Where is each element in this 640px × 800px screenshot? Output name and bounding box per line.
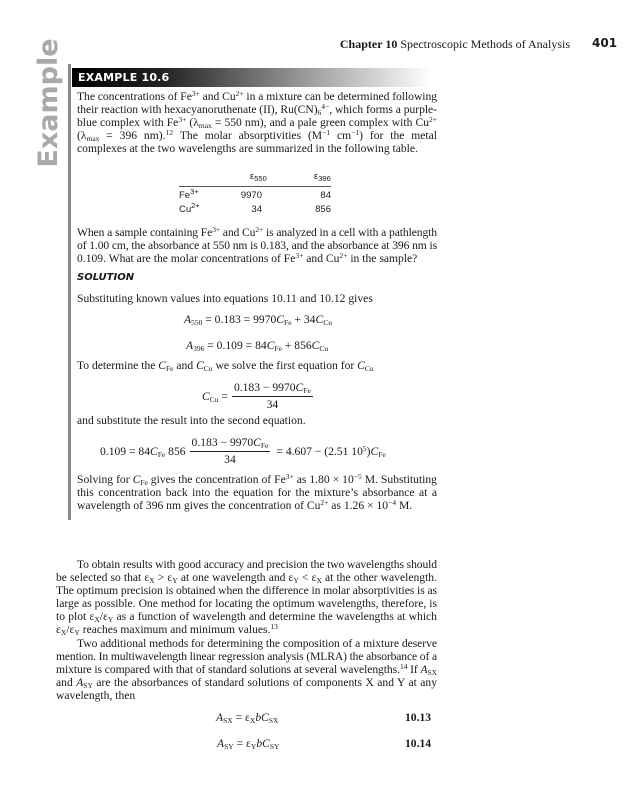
italic-symbol: A: [217, 737, 225, 750]
text-line: [77, 414, 306, 427]
text-line: [77, 116, 437, 129]
running-header: [340, 37, 570, 51]
subscript: SX: [223, 716, 233, 725]
italic-symbol: bC: [256, 737, 270, 750]
text-run: mixture is compared with that of standard solutions at several wavelengths.: [56, 663, 400, 676]
subscript: Y: [293, 576, 299, 585]
text-line: [77, 103, 437, 116]
text-run: and Cu: [219, 226, 256, 239]
text-run: + 856: [281, 339, 312, 352]
text-run: 34: [224, 453, 236, 466]
text-run: and Cu: [199, 90, 236, 103]
subscript: Cu: [203, 364, 213, 373]
chapter-title: Spectroscopic Methods of Analysis: [400, 37, 570, 51]
subscript: SY: [224, 742, 234, 751]
text-run: = 550 nm), and a pale green complex with Cu: [211, 116, 430, 129]
text-line: [77, 486, 437, 499]
text-run: ε: [56, 623, 61, 636]
text-run: The molar absorptivities (M: [172, 129, 323, 142]
italic-symbol: C: [315, 313, 324, 326]
text-run: be selected so that ε: [56, 571, 150, 584]
equation-line: [224, 453, 236, 466]
text-run: + 34: [291, 313, 316, 326]
italic-symbol: A: [420, 663, 428, 676]
text-run: =: [218, 390, 228, 403]
italic-symbol: A: [216, 711, 224, 724]
text-run: and Cu: [303, 252, 340, 265]
subscript: 396: [193, 344, 205, 353]
text-run: and: [56, 676, 77, 689]
text-run: The concentrations of Fe: [77, 90, 192, 103]
text-run: gives the concentration of Fe: [147, 473, 286, 486]
italic-symbol: C: [266, 339, 275, 352]
table-cell: 9970: [240, 190, 262, 201]
text-line: [56, 597, 437, 610]
equation-line: [186, 339, 328, 352]
italic-symbol: C: [357, 359, 365, 372]
text-line: [56, 663, 437, 676]
text-run: = 0.109 = 84: [204, 339, 267, 352]
text-run: we solve the first equation for: [212, 359, 358, 372]
text-run: (λ: [186, 116, 199, 129]
text-line: [77, 226, 437, 239]
italic-symbol: bC: [255, 711, 269, 724]
text-run: and substitute the result into the second equation.: [77, 414, 306, 427]
subscript: SX: [427, 668, 437, 677]
subscript: Y: [74, 628, 80, 637]
text-line: [77, 90, 437, 103]
text-run: When a sample containing Fe: [77, 226, 213, 239]
text-run: Solving for: [77, 473, 133, 486]
text-line: [77, 637, 437, 650]
text-run: as 1.80 × 10: [293, 473, 354, 486]
example-header-bar: [72, 68, 432, 87]
example-sidebar-rule: [68, 64, 71, 520]
subscript: 550: [191, 318, 203, 327]
table-header-e550: $\varepsilon_{550}$: [250, 171, 267, 183]
superscript: 12: [165, 128, 173, 137]
subscript: X: [249, 716, 256, 725]
text-line: [77, 142, 418, 155]
fraction-bar: [232, 396, 313, 397]
superscript: −1: [351, 128, 360, 137]
text-run: = ε: [232, 711, 250, 724]
text-run: 0.183 − 9970: [191, 436, 254, 449]
text-line: [56, 650, 437, 663]
subscript: X: [60, 628, 67, 637]
text-run: wavelength, then: [56, 689, 136, 702]
italic-symbol: C: [202, 390, 210, 403]
subscript: Y: [107, 615, 114, 624]
text-run: /ε: [99, 610, 108, 623]
text-run: = ε: [233, 737, 251, 750]
equation-line: [202, 390, 228, 403]
superscript: 5: [362, 444, 367, 453]
text-run: their reaction with hexacyanoruthenate (II), Ru(CN): [77, 103, 318, 116]
text-run: as a function of wavelength and determine the wavelengths at which: [113, 610, 437, 623]
text-line: [56, 571, 437, 584]
superscript: 3+: [295, 251, 304, 260]
text-run: = 4.607 − (2.51 10: [276, 445, 363, 458]
text-run: To determine the: [77, 359, 159, 372]
superscript: −4: [388, 498, 397, 507]
text-run: and: [173, 359, 197, 372]
page-number: 401: [592, 36, 618, 50]
subscript: max: [198, 121, 212, 130]
superscript: 14: [399, 662, 408, 671]
text-run: in a mixture can be determined following: [243, 90, 438, 103]
equation-line: [100, 445, 186, 458]
subscript: Y: [250, 742, 257, 751]
text-line: [77, 292, 373, 305]
equation-line: [184, 313, 332, 326]
equation-line: [216, 711, 278, 724]
table-cell: 84: [320, 190, 331, 201]
italic-symbol: A: [184, 313, 192, 326]
text-run: 856: [165, 445, 186, 458]
subscript: Fe: [303, 386, 311, 395]
italic-symbol: C: [311, 339, 320, 352]
equation-line: [267, 398, 279, 411]
italic-symbol: C: [276, 313, 285, 326]
text-run: this concentration back into the equation for the mixture’s absorbance at a: [77, 486, 437, 499]
text-run: to plot ε: [56, 610, 95, 623]
text-run: 0.109. What are the molar concentrations of Fe: [77, 252, 296, 265]
italic-symbol: C: [295, 381, 304, 394]
solution-heading: SOLUTION: [77, 272, 135, 283]
text-line: [56, 584, 437, 597]
text-line: [77, 473, 437, 486]
equation-number: 10.13: [405, 711, 432, 724]
equation-line: [217, 737, 279, 750]
subscript: Fe: [260, 441, 269, 450]
subscript: Fe: [140, 478, 148, 487]
subscript: Cu: [323, 318, 332, 327]
text-run: ): [366, 445, 371, 458]
subscript: X: [149, 576, 155, 585]
text-run: , which forms a purple-: [329, 103, 438, 116]
text-run: at one wavelength and ε: [177, 571, 294, 584]
text-run: in the sample?: [347, 252, 418, 265]
text-run: wavelength of 396 nm gives the concentration of Cu: [77, 499, 321, 512]
superscript: 2+: [320, 498, 329, 507]
text-line: [56, 676, 437, 689]
text-run: Substituting known values into equations 10.11 and 10.12 gives: [77, 292, 373, 305]
text-line: [77, 558, 437, 571]
text-run: large as possible. One method for locating the optimum wavelengths, therefore, is: [56, 597, 437, 610]
subscript: X: [316, 576, 322, 585]
text-line: [77, 499, 412, 512]
superscript: 2+: [235, 89, 244, 98]
text-run: are the absorbances of standard solutions of components X and Y at any: [92, 676, 438, 689]
text-run: complexes at the two wavelengths are summarized in the following table.: [77, 142, 418, 155]
equation-number: 10.14: [405, 737, 432, 750]
fraction-bar: [190, 451, 271, 452]
text-run: Two additional methods for determining the composition of a mixture deserve: [77, 637, 437, 650]
text-run: cm: [330, 129, 352, 142]
table-row-label: $Cu^{2+}$: [179, 201, 200, 215]
text-run: 0.183 − 9970: [233, 381, 296, 394]
text-line: [77, 129, 437, 142]
subscript: SY: [269, 742, 280, 751]
superscript: 2+: [255, 225, 264, 234]
italic-symbol: C: [370, 445, 379, 458]
italic-symbol: C: [158, 359, 167, 372]
text-run: ) for the metal: [359, 129, 437, 142]
subscript: 6: [317, 108, 322, 117]
text-run: The optimum precision is obtained when the difference in molar absorptivities is as: [56, 584, 437, 597]
text-run: /ε: [66, 623, 75, 636]
text-run: of 1.00 cm, the absorbance at 550 nm is 0.183, and the absorbance at 396 nm is: [77, 239, 437, 252]
text-run: M. Substituting: [361, 473, 437, 486]
example-side-label: Example: [33, 38, 64, 168]
table-rule: [179, 186, 331, 187]
superscript: 3+: [191, 89, 200, 98]
text-run: blue complex with Fe: [77, 116, 179, 129]
text-line: [56, 610, 437, 623]
italic-symbol: C: [253, 436, 261, 449]
text-run: mention. In multiwavelength linear regression analysis (MLRA) the absorbance of a: [56, 650, 437, 663]
equation-line: [234, 381, 311, 394]
text-run: reaches maximum and minimum values.: [79, 623, 271, 636]
text-run: > ε: [154, 571, 173, 584]
text-line: [77, 239, 437, 252]
example-title: EXAMPLE 10.6: [78, 71, 170, 84]
italic-symbol: C: [132, 473, 141, 486]
superscript: 2+: [429, 115, 437, 124]
equation-line: [192, 436, 269, 449]
text-run: 34: [266, 398, 279, 411]
table-row-label: $Fe^{3+}$: [179, 187, 199, 201]
subscript: Fe: [284, 318, 292, 327]
table-cell: 856: [315, 204, 331, 215]
superscript: −5: [353, 472, 362, 481]
text-run: = 396 nm).: [99, 129, 166, 142]
subscript: Fe: [166, 364, 174, 373]
chapter-number: Chapter 10: [339, 37, 398, 51]
superscript: 3+: [285, 472, 294, 481]
superscript: −1: [322, 128, 331, 137]
subscript: Fe: [274, 344, 282, 353]
italic-symbol: A: [76, 676, 84, 689]
text-run: as 1.26 × 10: [328, 499, 389, 512]
text-run: is analyzed in a cell with a pathlength: [263, 226, 438, 239]
subscript: Y: [172, 576, 178, 585]
subscript: Fe: [157, 450, 166, 459]
text-line: [56, 623, 278, 636]
superscript: 3+: [212, 225, 220, 234]
subscript: Cu: [319, 344, 329, 353]
subscript: SY: [83, 681, 93, 690]
text-line: [77, 359, 374, 372]
equation-line: [276, 445, 385, 458]
superscript: 2+: [339, 251, 348, 260]
text-run: 0.109 = 84: [100, 445, 151, 458]
subscript: X: [94, 615, 100, 624]
italic-symbol: A: [186, 339, 194, 352]
table-cell: 34: [251, 204, 262, 215]
superscript: 3+: [178, 115, 187, 124]
text-run: = 0.183 = 9970: [202, 313, 277, 326]
text-run: If: [407, 663, 421, 676]
text-line: [77, 252, 417, 265]
superscript: 13: [270, 622, 278, 631]
text-run: M.: [396, 499, 413, 512]
italic-symbol: C: [150, 445, 158, 458]
superscript: 4−: [321, 102, 330, 111]
text-run: < ε: [298, 571, 317, 584]
subscript: Cu: [209, 395, 219, 404]
text-run: To obtain results with good accuracy and precision the two wavelengths should: [77, 558, 437, 571]
table-header-e396: $\varepsilon_{396}$: [314, 171, 331, 183]
text-line: [56, 689, 135, 702]
subscript: Fe: [378, 450, 386, 459]
italic-symbol: C: [196, 359, 204, 372]
text-run: at the other wavelength.: [321, 571, 437, 584]
subscript: Cu: [364, 364, 374, 373]
subscript: SX: [268, 716, 279, 725]
text-run: (λ: [77, 129, 87, 142]
subscript: max: [86, 134, 100, 143]
